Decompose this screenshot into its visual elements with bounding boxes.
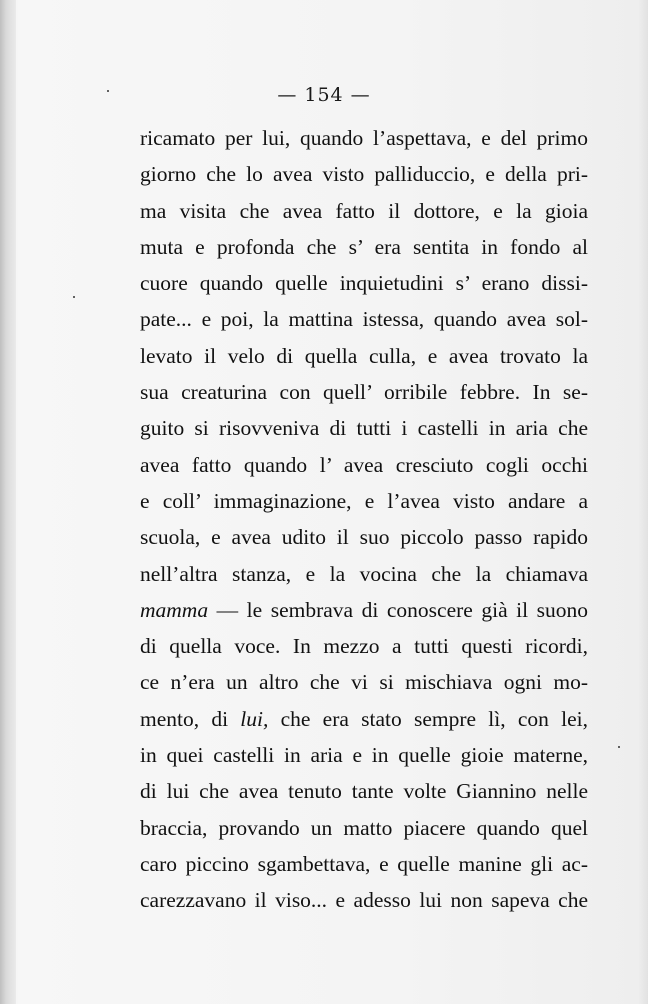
- text-span: mento, di: [140, 706, 241, 731]
- text-line: braccia, provando un matto piacere quando quel: [140, 815, 588, 840]
- text-line: guito si risovveniva di tutti i castelli in aria che: [140, 416, 588, 441]
- text-line: cuore quando quelle inquietudini s’ erano dissi-: [140, 271, 588, 296]
- page-number: — 154 —: [277, 84, 371, 106]
- text-line: [140, 592, 588, 628]
- text-line: ma visita che avea fatto il dottore, e la gioia: [140, 198, 588, 223]
- page-gutter-shadow: [0, 0, 16, 1004]
- text-line: levato il velo di quella culla, e avea trovato la: [140, 343, 588, 368]
- text-line: pate... e poi, la mattina istessa, quando avea sol-: [140, 307, 588, 332]
- italic-word-lui: lui,: [240, 706, 269, 731]
- italic-word-mamma: mamma: [140, 597, 209, 622]
- text-line: carezzavano il viso... e adesso lui non sapeva che: [140, 888, 588, 913]
- text-line: sua creaturina con quell’ orribile febbre. In se-: [140, 380, 588, 405]
- text-line: caro piccino sgambettava, e quelle manine gli ac-: [140, 851, 588, 876]
- text-line: nell’altra stanza, e la vocina che la chiamava: [140, 561, 588, 586]
- speck-mark: [107, 90, 109, 92]
- page-edge-shadow: [638, 0, 648, 1004]
- text-line: e coll’ immaginazione, e l’avea visto andare a: [140, 488, 588, 513]
- text-line: muta e profonda che s’ era sentita in fondo al: [140, 234, 588, 259]
- text-line: scuola, e avea udito il suo piccolo passo rapido: [140, 525, 588, 550]
- text-span: che era stato sempre lì, con lei,: [268, 706, 588, 731]
- body-text: [140, 120, 588, 919]
- text-line: [140, 701, 588, 737]
- text-line: ricamato per lui, quando l’aspettava, e del primo: [140, 126, 588, 150]
- text-line: avea fatto quando l’ avea cresciuto cogli occhi: [140, 452, 588, 477]
- text-line: di lui che avea tenuto tante volte Giannino nelle: [140, 779, 588, 804]
- text-span: — le sembrava di conoscere già il suono: [208, 597, 588, 622]
- text-line: di quella voce. In mezzo a tutti questi ricordi,: [140, 634, 588, 659]
- text-line: ce n’era un altro che vi si mischiava ogni mo-: [140, 670, 588, 695]
- text-line: giorno che lo avea visto palliduccio, e della pri-: [140, 162, 588, 187]
- speck-mark: [618, 746, 620, 748]
- speck-mark: [73, 296, 75, 298]
- text-line: in quei castelli in aria e in quelle gioie materne,: [140, 743, 588, 768]
